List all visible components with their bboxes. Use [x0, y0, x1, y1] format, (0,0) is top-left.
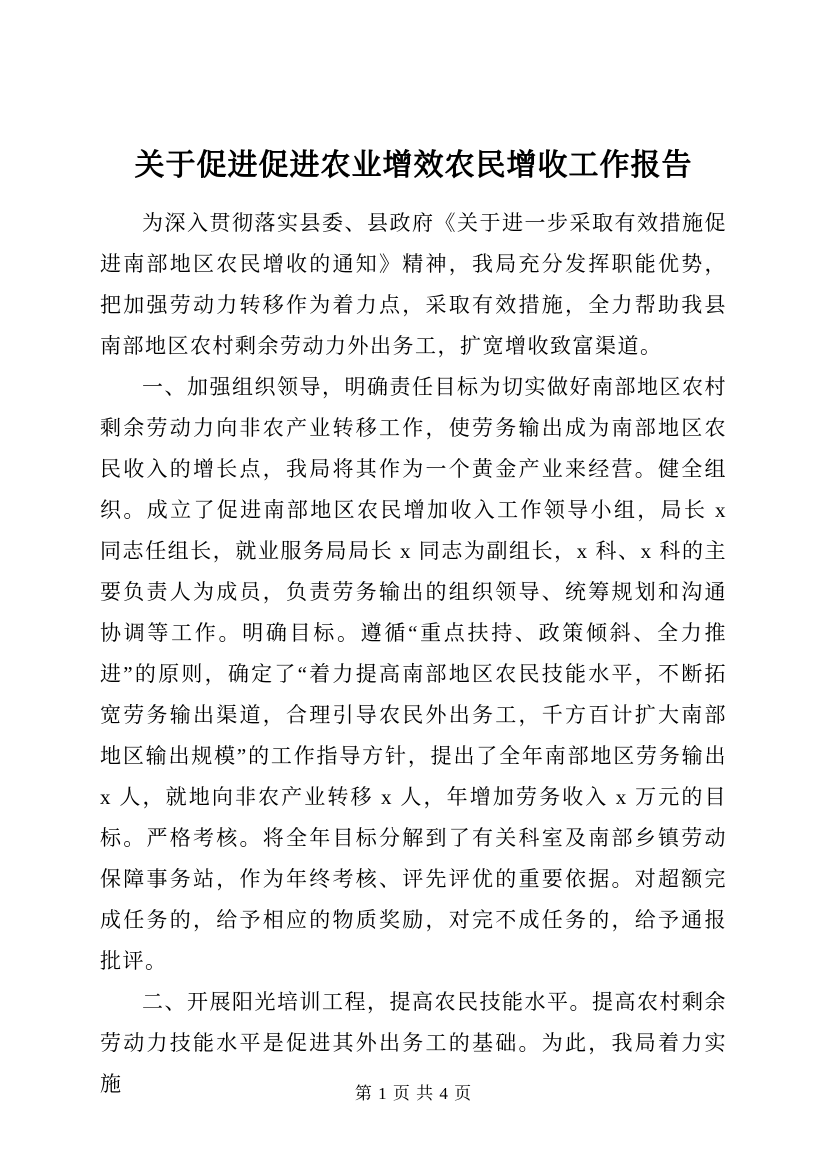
- paragraph: 为深入贯彻落实县委、县政府《关于进一步采取有效措施促进南部地区农民增收的通知》精神，我局充分发挥职能优势，把加强劳动力转移作为着力点，采取有效措施，全力帮助我县南部地区农村剩余劳动力外出务工，扩宽增收致富渠道。: [100, 211, 727, 358]
- paragraph: 一、加强组织领导，明确责任目标为切实做好南部地区农村剩余劳动力向非农产业转移工作，使劳务输出成为南部地区农民收入的增长点，我局将其作为一个黄金产业来经营。健全组织。成立了促进南部地区农民增加收入工作领导小组，局长 x 同志任组长，就业服务局局长 x 同志为副组长，x 科、x 科的主要负责人为成员，负责劳务输出的组织领导、统筹规划和沟通协调等工作。明确目标。遵循“重点扶持、政策倾斜、全力推进”的原则，确定了“着力提高南部地区农民技能水平，不断拓宽劳务输出渠道，合理引导农民外出务工，千方百计扩大南部地区输出规模”的工作指导方针，提出了全年南部地区劳务输出 x 人，就地向非农产业转移 x 人，年增加劳务收入 x 万元的目标。严格考核。将全年目标分解到了有关科室及南部乡镇劳动保障事务站，作为年终考核、评先评优的重要依据。对超额完成任务的，给予相应的物质奖励，对完不成任务的，给予通报批评。: [100, 375, 727, 973]
- page-number-footer: 第 1 页 共 4 页: [354, 1084, 473, 1103]
- document-title: 关于促进促进农业增效农民增收工作报告: [134, 149, 693, 182]
- paragraph: 二、开展阳光培训工程，提高农民技能水平。提高农村剩余劳动力技能水平是促进其外出务工的基础。为此，我局着力实施: [100, 990, 727, 1096]
- document-body: [100, 203, 727, 1105]
